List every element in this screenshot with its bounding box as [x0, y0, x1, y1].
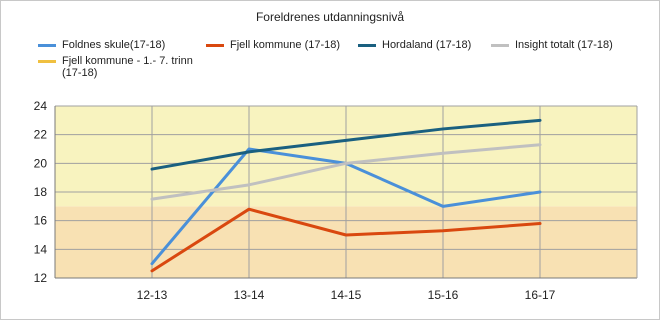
x-tick-label: 12-13	[136, 288, 168, 302]
legend-label-insight: Insight totalt (17-18)	[515, 39, 613, 51]
chart-title: Foreldrenes utdanningsnivå	[255, 10, 405, 24]
legend-label-fjell: Fjell kommune (17-18)	[230, 39, 341, 51]
x-tick-label: 16-17	[524, 288, 556, 302]
legend-label-hordaland: Hordaland (17-18)	[382, 39, 472, 51]
y-tick-label: 14	[33, 242, 47, 257]
y-tick-label: 24	[33, 99, 47, 113]
legend-label-fjell-1-7: Fjell kommune - 1.- 7. trinn (17-18)	[62, 55, 193, 79]
y-tick-label: 16	[33, 213, 47, 228]
y-tick-label: 18	[33, 185, 47, 199]
y-tick-label: 22	[33, 127, 47, 142]
x-tick-label: 14-15	[330, 288, 362, 302]
legend-label-foldnes: Foldnes skule(17-18)	[62, 39, 166, 51]
y-tick-label: 12	[33, 271, 47, 285]
x-tick-label: 15-16	[427, 288, 459, 302]
y-tick-label: 20	[33, 156, 47, 171]
plot-area	[1, 1, 659, 319]
x-tick-label: 13-14	[233, 288, 265, 302]
